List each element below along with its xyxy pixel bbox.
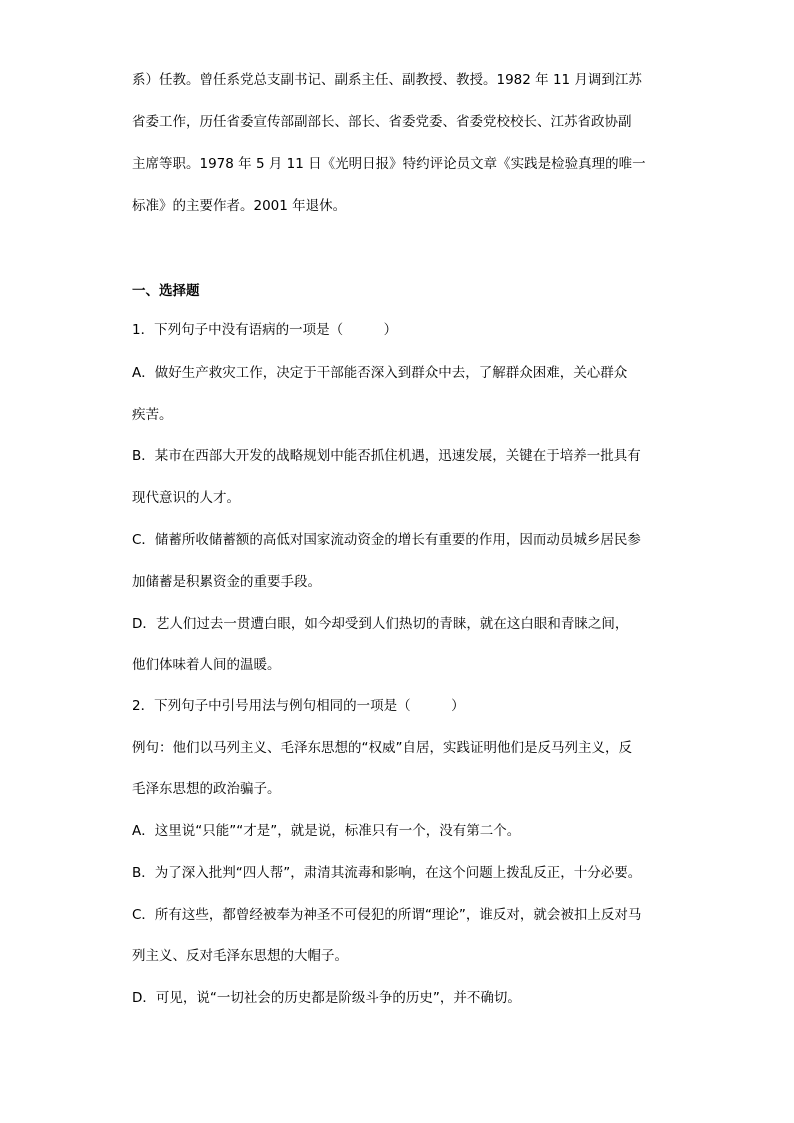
question-1-option-a: A．做好生产救灾工作，决定于干部能否深入到群众中去，了解群众困难，关心群众 — [132, 365, 628, 381]
question-2-example: 例句：他们以马列主义、毛泽东思想的“权威”自居，实践证明他们是反马列主义，反 — [132, 740, 632, 756]
question-1-stem: 1．下列句子中没有语病的一项是（ ） — [132, 322, 398, 338]
section-title: 一、选择题 — [132, 283, 200, 299]
question-1-option-d: D．艺人们过去一贯遭白眼，如今却受到人们热切的青睐，就在这白眼和青睐之间， — [132, 616, 629, 632]
bio-line: 省委工作，历任省委宣传部副部长、部长、省委党委、省委党校校长、江苏省政协副 — [132, 114, 632, 130]
question-1-option-d-cont: 他们体味着人间的温暖。 — [132, 657, 281, 673]
question-1-option-c-cont: 加储蓄是积累资金的重要手段。 — [132, 574, 321, 590]
bio-line: 标准》的主要作者。2001 年退休。 — [132, 198, 347, 214]
question-2-option-c-cont: 列主义、反对毛泽东思想的大帽子。 — [132, 948, 348, 964]
bio-line: 系）任教。曾任系党总支副书记、副系主任、副教授、教授。1982 年 11 月调到江苏 — [132, 72, 642, 88]
question-2-option-c: C．所有这些，都曾经被奉为神圣不可侵犯的所谓“理论”，谁反对，就会被扣上反对马 — [132, 907, 642, 923]
question-2-stem: 2．下列句子中引号用法与例句相同的一项是（ ） — [132, 698, 465, 714]
question-2-example-cont: 毛泽东思想的政治骗子。 — [132, 781, 281, 797]
question-1-option-b: B．某市在西部大开发的战略规划中能否抓住机遇，迅速发展，关键在于培养一批具有 — [132, 448, 641, 464]
question-1-option-c: C．储蓄所收储蓄额的高低对国家流动资金的增长有重要的作用，因而动员城乡居民参 — [132, 532, 641, 548]
question-2-option-d: D．可见，说“一切社会的历史都是阶级斗争的历史”，并不确切。 — [132, 990, 521, 1006]
question-1-option-b-cont: 现代意识的人才。 — [132, 490, 240, 506]
bio-line: 主席等职。1978 年 5 月 11 日《光明日报》特约评论员文章《实践是检验真理的唯一 — [132, 156, 646, 172]
question-2-option-b: B．为了深入批判“四人帮”，肃清其流毒和影响，在这个问题上拨乱反正，十分必要。 — [132, 865, 642, 881]
question-2-option-a: A．这里说“只能”“才是”，就是说，标准只有一个，没有第二个。 — [132, 823, 521, 839]
question-1-option-a-cont: 疾苦。 — [132, 407, 173, 423]
